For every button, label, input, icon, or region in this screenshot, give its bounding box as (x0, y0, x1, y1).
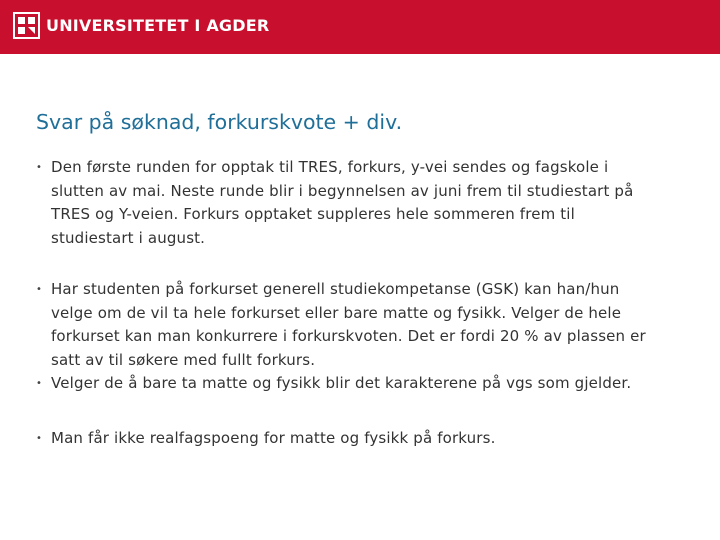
bullet-dot-icon: • (36, 378, 42, 389)
bullet-line: slutten av mai. Neste runde blir i begynnelsen av juni frem til studiestart på (51, 181, 634, 200)
bullet-line: Man får ikke realfagspoeng for matte og fysikk på forkurs. (51, 429, 496, 447)
bullet-line: Den første runden for opptak til TRES, forkurs, y-vei sendes og fagskole i (51, 158, 609, 176)
bullet-item-1 (36, 156, 696, 250)
bullet-line: Har studenten på forkurset generell studiekompetanse (GSK) kan han/hun (51, 280, 620, 298)
bullet-text (51, 156, 696, 250)
bullet-dot-icon: • (36, 284, 42, 295)
bullet-line: TRES og Y-veien. Forkurs opptaket suppleres hele sommeren frem til (51, 205, 575, 223)
bullet-text (51, 427, 696, 451)
bullet-item-2 (36, 278, 696, 372)
bullet-text (51, 278, 696, 372)
bullet-item-3 (36, 372, 696, 396)
bullet-dot-icon: • (36, 433, 42, 444)
bullet-text (51, 372, 696, 396)
uia-logo-icon (13, 12, 40, 39)
bullet-line: forkurset kan man konkurrere i forkurskvoten. Det er fordi 20 % av plassen er (51, 327, 646, 345)
bullet-line: satt av til søkere med fullt forkurs. (51, 350, 316, 369)
bullet-dot-icon: • (36, 162, 42, 173)
bullet-line: velge om de vil ta hele forkurset eller bare matte og fysikk. Velger de hele (51, 303, 622, 322)
header-bar (0, 0, 720, 54)
bullet-line: studiestart i august. (51, 228, 206, 247)
bullet-line: Velger de å bare ta matte og fysikk blir det karakterene på vgs som gjelder. (51, 374, 632, 392)
university-name: UNIVERSITETET I AGDER (46, 16, 270, 35)
slide-title: Svar på søknad, forkurskvote + div. (36, 110, 403, 134)
bullet-item-4 (36, 427, 696, 451)
